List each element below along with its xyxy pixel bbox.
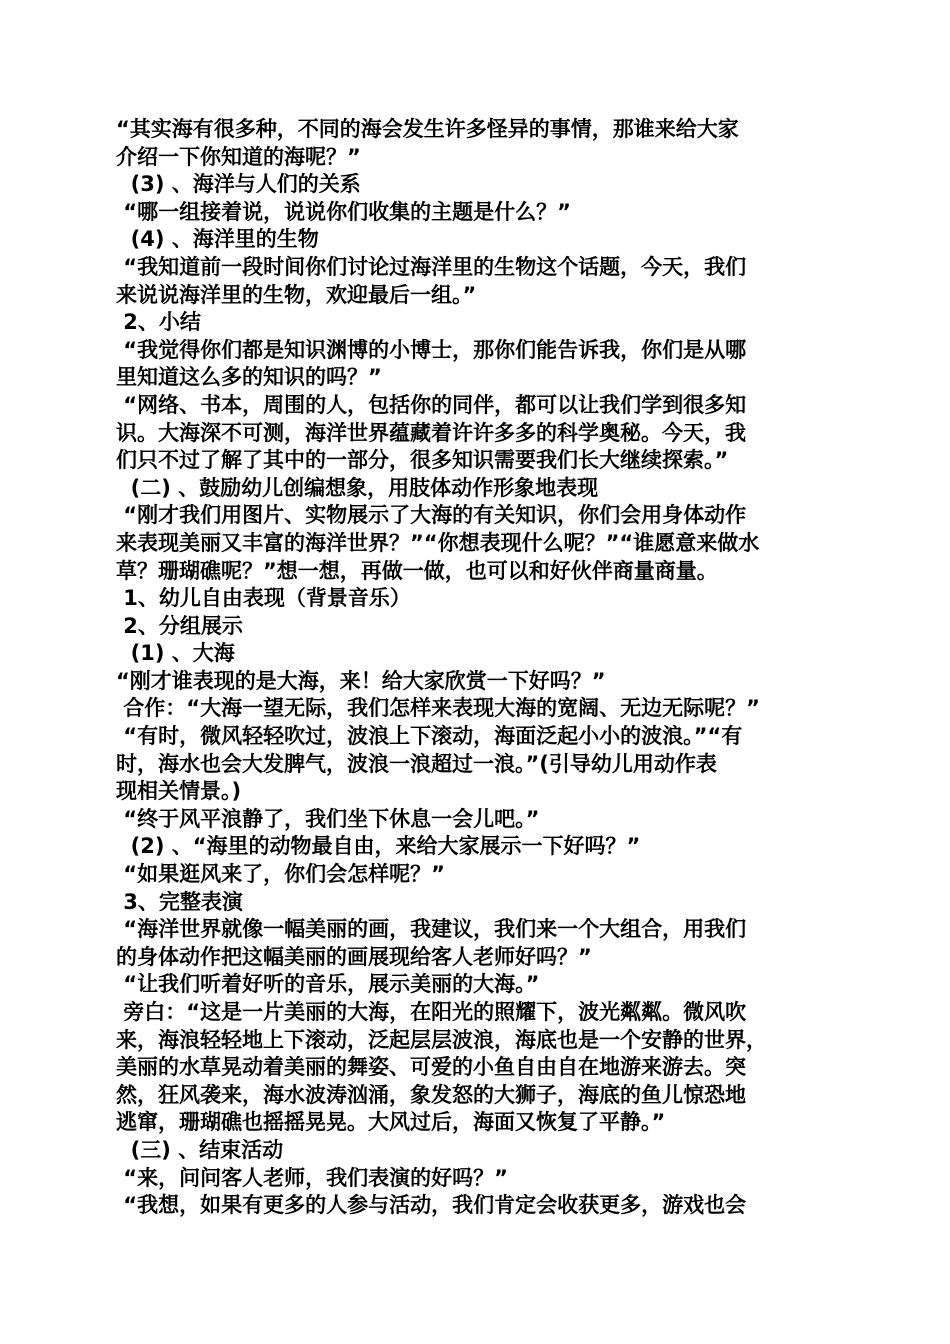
text-line: 介绍一下你知道的海呢？” (116, 144, 361, 169)
text-line: “如果逛风来了，你们会怎样呢？” (116, 862, 445, 887)
text-line: “刚才我们用图片、实物展示了大海的有关知识，你们会用身体动作 (116, 503, 747, 528)
document-body (116, 116, 836, 1220)
text-line: 来说说海洋里的生物，欢迎最后一组。” (116, 282, 477, 307)
text-line: 然，狂风袭来，海水波涛汹涌，象发怒的大狮子，海底的鱼儿惊恐地 (116, 1082, 746, 1107)
text-line: “其实海有很多种，不同的海会发生许多怪异的事情，那谁来给大家 (116, 117, 739, 141)
text-line: 美丽的水草晃动着美丽的舞姿、可爱的小鱼自由自在地游来游去。突 (116, 1055, 746, 1080)
text-line: 们只不过了解了其中的一部分，很多知识需要我们长大继续探索。” (116, 448, 729, 473)
text-line: 旁白：“这是一片美丽的大海，在阳光的照耀下，波光粼粼。微风吹 (116, 1000, 747, 1024)
text-line: “让我们听着好听的音乐，展示美丽的大海。” (116, 972, 540, 997)
text-line: (2) 、“海里的动物最自由，来给大家展示一下好吗？” (116, 834, 641, 859)
text-line: 草？珊瑚礁呢？”想一想，再做一做，也可以和好伙伴商量商量。 (116, 558, 718, 583)
text-line: “我觉得你们都是知识渊博的小博士，那你们能告诉我，你们是从哪 (116, 337, 747, 362)
text-line: 识。大海深不可测，海洋世界蕴藏着许许多多的科学奥秘。今天，我 (116, 420, 746, 445)
text-line: “哪一组接着说，说说你们收集的主题是什么？” (116, 199, 571, 224)
text-line: (1) 、大海 (116, 641, 235, 666)
text-line: “刚才谁表现的是大海，来！给大家欣赏一下好吗？” (116, 668, 606, 693)
text-line: “来，问问客人老师，我们表演的好吗？” (116, 1165, 508, 1190)
text-line: “我知道前一段时间你们讨论过海洋里的生物这个话题，今天，我们 (116, 254, 747, 279)
text-line: “有时，微风轻轻吹过，波浪上下滚动，海面泛起小小的波浪。”“有 (116, 724, 743, 749)
text-line: (3) 、海洋与人们的关系 (116, 172, 361, 197)
text-line: 2、小结 (116, 310, 201, 335)
text-line: (二) 、鼓励幼儿创编想象，用肢体动作形象地表现 (116, 475, 599, 500)
text-line: “我想，如果有更多的人参与活动，我们肯定会收获更多，游戏也会 (116, 1193, 747, 1218)
text-line: 时，海水也会大发脾气，波浪一浪超过一浪。”(引导幼儿用动作表 (116, 751, 717, 776)
text-line: 的身体动作把这幅美丽的画展现给客人老师好吗？” (116, 944, 592, 969)
text-line: (三) 、结束活动 (116, 1137, 284, 1162)
text-line: 来表现美丽又丰富的海洋世界？”“你想表现什么呢？”“谁愿意来做水 (116, 530, 760, 555)
text-line: “海洋世界就像一幅美丽的画，我建议，我们来一个大组合，用我们 (116, 917, 747, 942)
text-line: 1、幼儿自由表现（背景音乐） (116, 586, 411, 611)
text-line: 逃窜，珊瑚礁也摇摇晃晃。大风过后，海面又恢复了平静。” (116, 1110, 666, 1135)
text-line: 3、完整表演 (116, 889, 243, 914)
text-line: “终于风平浪静了，我们坐下休息一会儿吧。” (116, 806, 540, 831)
text-line: 里知道这么多的知识的吗？” (116, 365, 382, 390)
text-line: 合作：“大海一望无际，我们怎样来表现大海的宽阔、无边无际呢？” (116, 696, 760, 721)
text-line: 现相关情景。) (116, 779, 242, 804)
text-line: (4) 、海洋里的生物 (116, 227, 319, 252)
text-line: 来，海浪轻轻地上下滚动，泛起层层波浪，海底也是一个安静的世界， (116, 1027, 767, 1052)
text-line: 2、分组展示 (116, 613, 243, 638)
text-line: “网络、书本，周围的人，包括你的同伴，都可以让我们学到很多知 (116, 392, 747, 417)
